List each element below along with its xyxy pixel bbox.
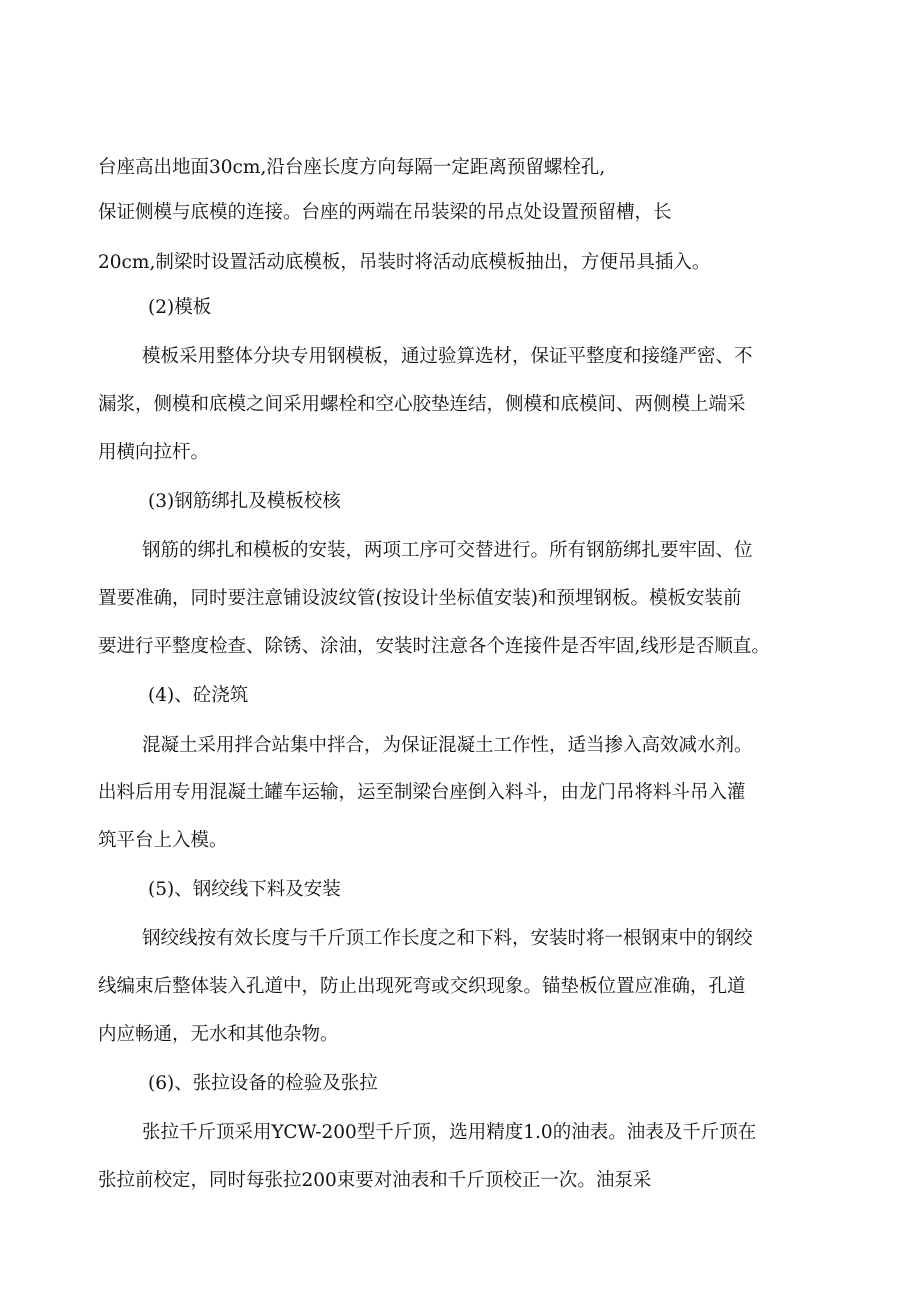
paragraph-line: 要进行平整度检查、除锈、涂油，安装时注意各个连接件是否牢固,线形是否顺直。 (98, 636, 770, 657)
section-heading-strand: (5)、钢绞线下料及安装 (148, 879, 341, 900)
paragraph-line: 置要准确，同时要注意铺设波纹管(按设计坐标值安装)和预埋钢板。模板安装前 (98, 588, 742, 609)
paragraph-line: 出料后用专用混凝土罐车运输，运至制梁台座倒入料斗，由龙门吊将料斗吊入灌 (98, 782, 746, 803)
paragraph-line: 内应畅通，无水和其他杂物。 (98, 1024, 339, 1045)
paragraph-line: 用横向拉杆。 (98, 442, 210, 463)
section-heading-tensioning: (6)、张拉设备的检验及张拉 (148, 1073, 378, 1094)
paragraph-line: 钢绞线按有效长度与千斤顶工作长度之和下料，安装时将一根钢束中的钢绞 (142, 928, 753, 949)
paragraph-line: 张拉前校定，同时每张拉200束要对油表和千斤顶校正一次。油泵采 (98, 1170, 652, 1191)
intro-line-1: 台座高出地面30cm,沿台座长度方向每隔一定距离预留螺栓孔, (98, 157, 606, 178)
section-heading-concrete: (4)、砼浇筑 (148, 685, 249, 706)
paragraph-line: 线编束后整体装入孔道中，防止出现死弯或交织现象。锚垫板位置应准确，孔道 (98, 976, 746, 997)
intro-line-2: 保证侧模与底模的连接。台座的两端在吊装梁的吊点处设置预留槽，长 (98, 202, 672, 223)
section-heading-formwork: (2)模板 (148, 297, 212, 318)
section-heading-rebar: (3)钢筋绑扎及模板校核 (148, 491, 341, 512)
paragraph-line: 张拉千斤顶采用YCW-200型千斤顶，选用精度1.0的油表。油表及千斤顶在 (142, 1122, 757, 1143)
intro-line-3: 20cm,制梁时设置活动底模板，吊装时将活动底模板抽出，方便吊具插入。 (98, 252, 711, 273)
paragraph-line: 模板采用整体分块专用钢模板，通过验算选材，保证平整度和接缝严密、不 (142, 346, 753, 367)
paragraph-line: 钢筋的绑扎和模板的安装，两项工序可交替进行。所有钢筋绑扎要牢固、位 (142, 540, 753, 561)
paragraph-line: 筑平台上入模。 (98, 830, 228, 851)
paragraph-line: 混凝土采用拌合站集中拌合，为保证混凝土工作性，适当掺入高效减水剂。 (142, 735, 753, 756)
paragraph-line: 漏浆，侧模和底模之间采用螺栓和空心胶垫连结，侧模和底模间、两侧模上端采 (98, 394, 746, 415)
